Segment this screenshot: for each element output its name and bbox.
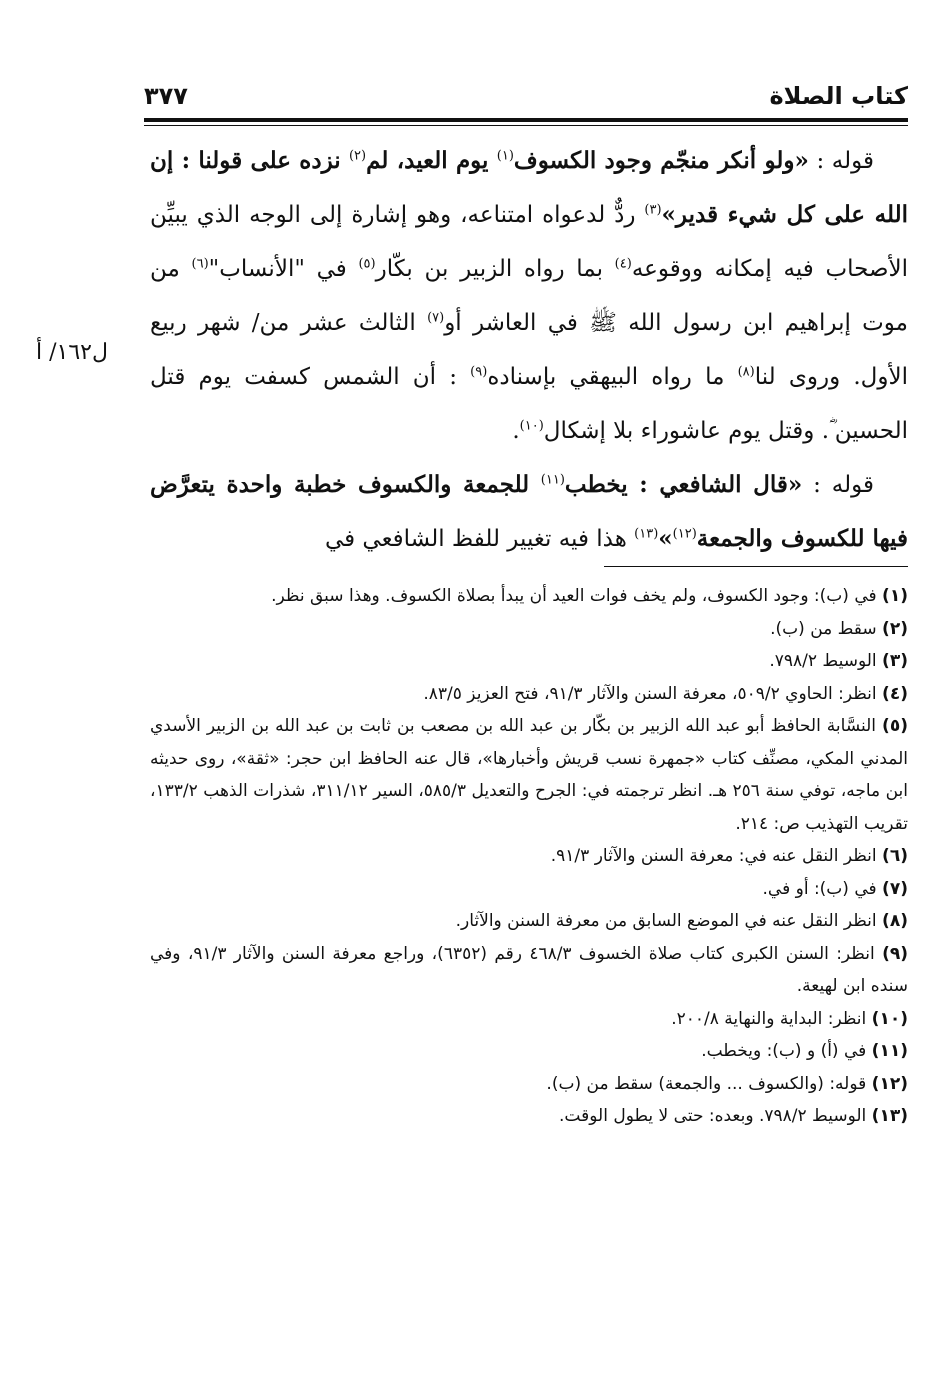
footnote-3 [150, 645, 908, 678]
footnote-ref: (٦) [191, 256, 209, 272]
footnote-number: (١٢) [871, 1073, 908, 1094]
footnote-ref: (٨) [737, 364, 755, 380]
footnote-ref: (٥) [358, 256, 376, 272]
footnote-8 [150, 905, 908, 938]
text-run: الثالث عشر من/ شهر ربيع الأول. وروى لنا [150, 310, 908, 390]
manuscript-folio-note: ل١٦٢/ أ [36, 340, 108, 365]
footnote-5 [150, 710, 908, 840]
footnote-ref: (١٠) [519, 418, 544, 434]
footnote-ref: (٤) [614, 256, 632, 272]
footnote-number: (٣) [882, 651, 908, 671]
footnote-text: انظر: الحاوي ٥٠٩/٢، معرفة السنن والآثار ٩١/٣، فتح العزيز ٨٣/٥. [423, 683, 877, 704]
footnote-text: النسَّابة الحافظ أبو عبد الله الزبير بن بكّار بن عبد الله بن مصعب بن ثابت بن عبد الله بن الزبير الأسدي المدني المكي، مصنِّف كتاب «جمهرة نسب قريش وأخبارها»، قال عنه الحافظ ابن حجر: «ثقة»، روى حديثه ابن ماجه، توفي سنة ٢٥٦ هـ. انظر ترجمته في: الجرح والتعديل ٥٨٥/٣، السير ٣١١/١٢، شذرات الذهب ١٣٣/٢، تقريب التهذيب ص: ٢١٤. [150, 716, 909, 834]
chapter-title: كتاب الصلاة [769, 82, 908, 110]
footnote-9 [150, 938, 908, 1003]
footnote-text: في (ب): أو في. [762, 878, 877, 899]
footnote-text: في (أ) و (ب): ويخطب. [701, 1041, 867, 1061]
footnote-text: الوسيط ٧٩٨/٢. وبعده: حتى لا يطول الوقت. [559, 1106, 867, 1126]
footnote-separator [604, 566, 908, 567]
quoted-text: «ولو أنكر منجّم وجود الكسوف [513, 147, 809, 174]
footnote-6 [150, 840, 908, 873]
footnote-10 [150, 1003, 908, 1036]
paragraph-2 [150, 458, 908, 566]
footnote-ref: (١١) [540, 472, 565, 488]
footnotes [150, 580, 908, 1133]
footnote-number: (٨) [882, 911, 908, 931]
footnote-2 [150, 613, 908, 646]
text-run: من موت إبراهيم ابن رسول الله ﷺ في العاشر أو [150, 256, 908, 336]
paragraph-1 [150, 134, 908, 458]
running-header [144, 82, 908, 116]
header-rule-thin [144, 125, 908, 126]
footnote-text: انظر: السنن الكبرى كتاب صلاة الخسوف ٤٦٨/٣ رقم (٦٣٥٢)، وراجع معرفة السنن والآثار ٩١/٣، وفي سنده ابن لهيعة. [150, 943, 908, 996]
footnote-number: (٥) [882, 716, 908, 736]
footnote-7 [150, 873, 908, 906]
footnote-number: (٦) [882, 846, 908, 866]
quoted-text: يوم العيد، لم [366, 147, 497, 174]
footnote-1 [150, 580, 908, 613]
page-number: ٣٧٧ [144, 82, 188, 110]
footnote-number: (١٣) [871, 1106, 908, 1126]
footnote-13 [150, 1100, 908, 1133]
footnote-text: قوله: (والكسوف ... والجمعة) سقط من (ب). [546, 1073, 867, 1094]
footnote-ref: (١٢) [672, 526, 697, 542]
footnote-number: (١١) [871, 1041, 908, 1061]
main-text [150, 134, 908, 566]
footnote-text: سقط من (ب). [770, 618, 877, 639]
text-run: بما رواه الزبير بن بكّار [375, 256, 615, 282]
quoted-text: «قال الشافعي : يخطب [564, 471, 803, 498]
footnote-4 [150, 678, 908, 711]
quoted-text: للجمعة والكسوف خطبة واحدة يتعرَّض فيها للكسوف والجمعة [150, 471, 908, 552]
footnote-ref: (٢) [348, 148, 367, 164]
text-run: هذا فيه تغيير للفظ الشافعي في [324, 526, 635, 552]
footnote-text: انظر النقل عنه في: معرفة السنن والآثار ٩١/٣. [550, 846, 877, 866]
text-run: : أن الشمس كسفت يوم قتل الحسين ؓ. وقتل يوم عاشوراء بلا إشكال [150, 364, 908, 444]
footnote-ref: (٧) [427, 310, 445, 326]
text-run: قوله : [802, 472, 874, 498]
footnote-text: في (ب): وجود الكسوف، ولم يخف فوات العيد أن يبدأ بصلاة الكسوف. وهذا سبق نظر. [271, 586, 877, 606]
quoted-text: » [658, 525, 673, 552]
footnote-text: انظر: البداية والنهاية ٢٠٠/٨. [671, 1008, 867, 1029]
footnote-text: الوسيط ٧٩٨/٢. [769, 651, 877, 671]
quoted-text: نزده على قولنا : إن الله على كل شيء قدير» [150, 147, 908, 228]
footnote-number: (٩) [882, 943, 909, 964]
footnote-number: (٤) [882, 683, 908, 704]
footnote-ref: (١٣) [634, 526, 659, 542]
text-run: ردٌّ لدعواه امتناعه، وهو إشارة إلى الوجه الذي يبيِّن الأصحاب فيه إمكانه ووقوعه [150, 202, 908, 282]
footnote-number: (٢) [882, 618, 908, 639]
text-run: قوله : [808, 148, 874, 174]
footnote-number: (١) [882, 586, 908, 606]
footnote-ref: (٩) [470, 364, 488, 380]
footnote-12 [150, 1068, 908, 1101]
footnote-ref: (٣) [644, 202, 662, 218]
footnote-number: (١٠) [871, 1008, 908, 1029]
footnote-ref: (١) [496, 148, 514, 164]
text-run: ما رواه البيهقي بإسناده [487, 364, 738, 390]
footnote-11 [150, 1035, 908, 1068]
footnote-number: (٧) [882, 878, 908, 899]
text-run: في "الأنساب" [208, 256, 359, 282]
footnote-text: انظر النقل عنه في الموضع السابق من معرفة السنن والآثار. [455, 911, 877, 931]
header-rule-thick [144, 118, 908, 122]
text-run: . [512, 418, 520, 444]
